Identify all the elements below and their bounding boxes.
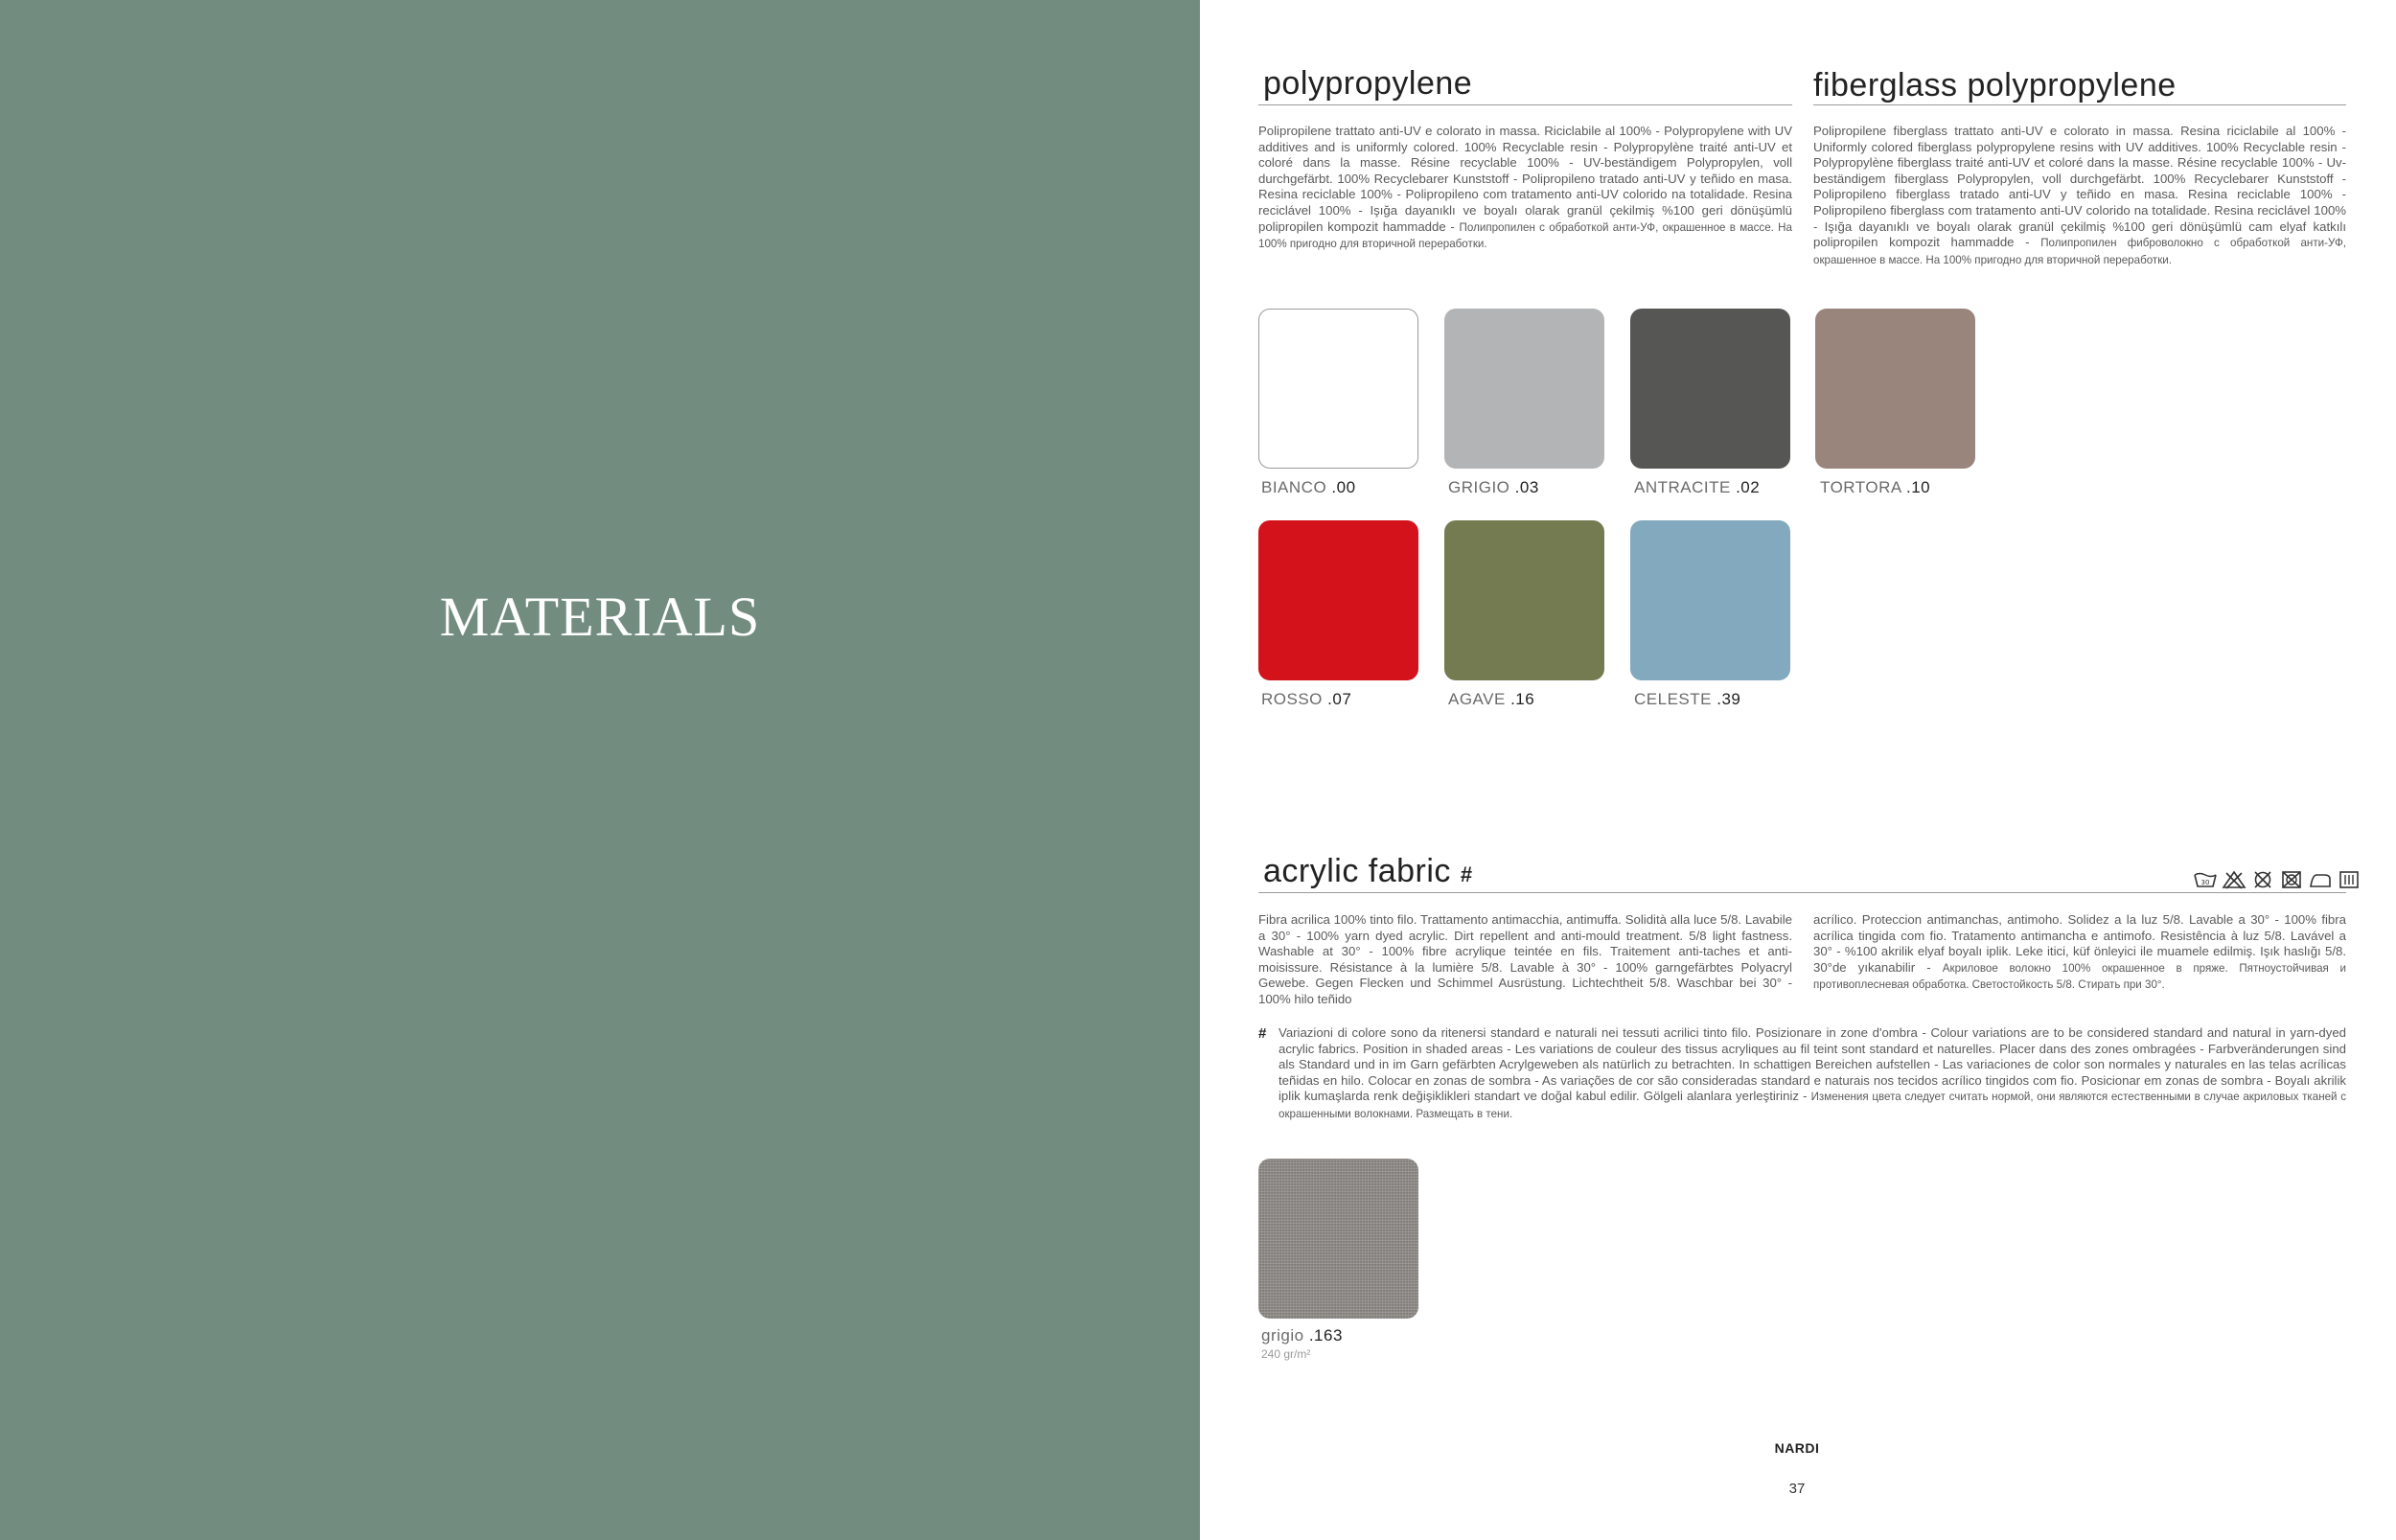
page-title: MATERIALS	[439, 586, 761, 648]
polypropylene-rule	[1258, 104, 1792, 105]
swatch-agave[interactable]	[1444, 520, 1604, 680]
polypropylene-description: Polipropilene trattato anti-UV e colorato in massa. Riciclabile al 100% - Polypropylene with UV additives and is uniformly colored. 100% Recyclable resin - Polypropylène traité anti-UV et coloré dans la masse. Résine recyclable 100% - UV-beständigem Polypropylen, voll durchgefärbt. 100% Recyclebarer Kunststoff - Polipropileno tratado anti-UV y teñido en masa. Resina reciclable 100% - Polipropileno com tratamento anti-UV colorido na totalidade. Resina reciclável 100% - Işığa dayanıklı ve boyalı olarak granül çekilmiş %100 geri dönüşümlü polipropilen kompozit hammadde - Полипропилен с обработкой анти-УФ, окрашенное в массе. На 100% пригодно для вторичной переработки.	[1258, 124, 1793, 251]
swatch-grigio[interactable]	[1444, 309, 1604, 469]
swatch-label-celeste: CELESTE .39	[1634, 690, 1741, 708]
wash-30-icon	[2193, 870, 2218, 889]
fiberglass-title: fiberglass polypropylene	[1813, 67, 2177, 103]
acrylic-rule	[1258, 892, 2346, 893]
care-icons	[2193, 870, 2361, 889]
swatch-antracite[interactable]	[1630, 309, 1790, 469]
fiberglass-description: Polipropilene fiberglass trattato anti-UV e colorato in massa. Resina riciclabile al 100% - Uniformly colored fiberglass polypropylene resins with UV additives. 100% Recyclable resin - Polypropylène fiberglass traité anti-UV et coloré dans la masse. Résine recyclable 100% - Uv-beständigem fiberglass Polypropylen, voll durchgefärbt. 100% Recyclebarer Kunststoff - Polipropileno fiberglass tratado anti-UV y teñido en masa. Resina reciclable 100% - Polipropileno fiberglass com tratamento anti-UV colorido na totalidade. Resina reciclável 100% - Işığa dayanıklı ve boyalı olarak granül çekilmiş %100 geri dönüşümlü cam elyaf katkılı polipropilen kompozit hammadde - Полипропилен фиброволокно с обработкой анти-УФ, окрашенное в массе. На 100% пригодно для вторичной переработки.	[1813, 124, 2346, 266]
acrylic-description-col2: acrílico. Proteccion antimanchas, antimoho. Solidez a la luz 5/8. Lavable a 30° - 100% fibra acrílica tingida com fio. Tratamento antimancha e antimofo. Resistência à luz 5/8. Lavável a 30° - %100 akrilik elyaf boyalı iplik. Leke itici, küf önleyici ile muamele edilmiş. Işık haslığı 5/8. 30°de yıkanabilir - Акриловое волокно 100% окрашенное в пряже. Пятноустойчивая и противоплесневая обработка. Светостойкость 5/8. Стирать при 30°.	[1813, 912, 2346, 992]
swatch-rosso[interactable]	[1258, 520, 1418, 680]
fabric-weight: 240 gr/m²	[1261, 1347, 1311, 1361]
fabric-swatch-grigio[interactable]	[1258, 1159, 1418, 1319]
acrylic-note: Variazioni di colore sono da ritenersi standard e naturali nei tessuti acrilici tinto filo. Posizionare in zone d'ombra - Colour variations are to be considered standard and natural in yarn-dyed acrylic fabrics. Position in shaded areas - Les variations de couleur des tissus acryliques au fil teint sont standard et naturelles. Placer dans des zones ombragées - Farbveränderungen sind als Standard und in im Garn gefärbten Acrylgeweben als natürlich zu betrachten. In schattigen Bereichen aufstellen - Las variaciones de color son normales y naturales en las telas acrílicas teñidas en hilo. Colocar en zonas de sombra - As variações de cor são consideradas standard e naturais nos tecidos acrílico tingidos com fio. Posicionar em zonas de sombra - Boyalı akrilik iplik kumaşlarda renk değişiklikleri standart ve doğal kabul edilir. Gölgeli alanlara yerleştiriniz - Изменения цвета следует считать нормой, они являются естественными в случае акриловых тканей с окрашенными волокнами. Размещать в тени.	[1279, 1025, 2346, 1120]
dry-flat-icon	[2337, 870, 2361, 889]
swatch-label-rosso: ROSSO .07	[1261, 690, 1352, 708]
svg-text:30: 30	[2200, 879, 2210, 886]
no-bleach-icon	[2222, 870, 2246, 889]
fiberglass-rule	[1813, 104, 2346, 105]
no-tumble-dry-icon	[2279, 870, 2304, 889]
polypropylene-title: polypropylene	[1263, 65, 1473, 102]
no-dry-clean-icon	[2250, 870, 2275, 889]
acrylic-title: acrylic fabric #	[1263, 853, 1473, 889]
swatch-celeste[interactable]	[1630, 520, 1790, 680]
swatch-tortora[interactable]	[1815, 309, 1975, 469]
page-number: 37	[1788, 1481, 1806, 1497]
note-hash-mark: #	[1258, 1025, 1267, 1042]
swatch-label-tortora: TORTORA .10	[1820, 478, 1931, 496]
swatch-label-bianco: BIANCO .00	[1261, 478, 1356, 496]
swatch-label-agave: AGAVE .16	[1448, 690, 1535, 708]
iron-low-icon	[2308, 870, 2333, 889]
swatch-label-antracite: ANTRACITE .02	[1634, 478, 1761, 496]
swatch-bianco[interactable]	[1258, 309, 1418, 469]
acrylic-description-col1: Fibra acrilica 100% tinto filo. Trattamento antimacchia, antimuffa. Solidità alla luce 5/8. Lavabile a 30° - 100% yarn dyed acrylic. Dirt repellent and anti-mould treatment. 5/8 light fastness. Washable at 30° - 100% fibre acrylique teintée en fils. Traitement anti-taches et anti-moisissure. Résistance à la lumière 5/8. Lavable à 30° - 100% garngefärbtes Polyacryl Gewebe. Gegen Flecken und Schimmel Ausrüstung. Lichtechtheit 5/8. Waschbar bei 30° - 100% hilo teñido	[1258, 912, 1792, 1006]
footer-brand: NARDI	[1774, 1440, 1820, 1456]
fabric-label-grigio: grigio .163	[1261, 1326, 1343, 1345]
swatch-label-grigio: GRIGIO .03	[1448, 478, 1539, 496]
